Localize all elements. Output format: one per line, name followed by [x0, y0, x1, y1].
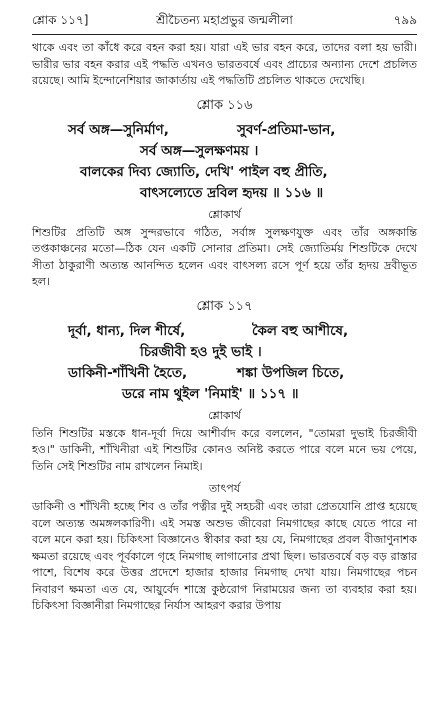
verse-117-text	[32, 321, 417, 405]
verse-116-translation-heading: শ্লোকার্থ	[208, 207, 241, 221]
header-rule	[32, 34, 417, 35]
page-content	[32, 40, 417, 615]
verse-line	[32, 342, 417, 363]
verse-line	[32, 384, 417, 405]
verse-117-line3-left: ডাকিনী-শাঁখিনী হৈতে,	[68, 364, 188, 381]
verse-line	[32, 183, 417, 204]
header-page-number: ৭৯৯	[393, 13, 417, 27]
verse-line	[32, 120, 417, 141]
verse-line	[32, 141, 417, 162]
header-chapter-title: শ্রীচৈতন্য মহাপ্রভুর জন্মলীলা	[156, 13, 293, 27]
verse-116-line1-left: সর্ব অঙ্গ—সুনির্মাণ,	[68, 121, 169, 138]
verse-117-translation-heading: শ্লোকার্থ	[208, 408, 241, 422]
verse-116-line1-right: সুবর্ণ-প্রতিমা-ভান,	[237, 121, 336, 138]
verse-116-line4: বাৎসল্যেতে দ্রবিল হৃদয় ॥ ১১৬ ॥	[140, 184, 324, 201]
verse-line	[32, 321, 417, 342]
verse-line	[32, 162, 417, 183]
verse-116-heading: শ্লোক ১১৬	[196, 97, 253, 113]
verse-116-line2: সর্ব অঙ্গ—সুলক্ষণময় ।	[140, 142, 259, 159]
verse-117-heading: শ্লোক ১১৭	[196, 298, 253, 314]
intro-paragraph: থাকে এবং তা কাঁধে করে বহন করা হয়। যারা এই ভার বহন করে, তাদের বলা হয় ভারী। ভারীর ভার বহন করার এই পদ্ধতি এখনও ভারতবর্ষে এবং প্রাচ্যের অন্যান্য দেশে প্রচলিত রয়েছে। আমি ইন্দোনেশিয়ার জাকার্তায় এই পদ্ধতিটি প্রচলিত থাকতে দেখেছি।	[32, 41, 417, 87]
purport-paragraph: ডাকিনী ও শাঁখিনী হচ্ছে শিব ও তাঁর পত্নীর দুই সহচরী এবং তারা প্রেতযোনি প্রাপ্ত হয়েছে বলে অত্যন্ত অমঙ্গলকারিণী। এই সমস্ত অশুভ জীবেরা নিমগাছের কাছে যেতে পারে না বলে মনে করা হয়। চিকিৎসা বিজ্ঞানেও স্বীকার করা হয় যে, নিমগাছের প্রবল বীজাণুনাশক ক্ষমতা রয়েছে এবং পূর্বকালে গৃহে নিমগাছ লাগানোর প্রথা ছিল। ভারতবর্ষে বড় বড় রাস্তার পাশে, বিশেষ করে উত্তর প্রদেশে হাজার হাজার নিমগাছ দেখা যায়। নিমগাছের পচন নিবারণ ক্ষমতা এত যে, আয়ুর্বেদ শাস্ত্রে কুষ্ঠরোগ নিরাময়ের জন্য তা ব্যবহার করা হয়। চিকিৎসা বিজ্ঞানীরা নিমগাছের নির্যাস আহরণ করার উপায়	[32, 500, 417, 612]
purport-heading: তাৎপর্য	[208, 482, 241, 495]
header-verse-ref: শ্লোক ১১৭]	[32, 13, 89, 27]
verse-116-translation: শিশুটির প্রতিটি অঙ্গ সুন্দরভাবে গঠিত, সর্বাঙ্গ সুলক্ষণযুক্ত এবং তাঁর অঙ্গকান্তি তপ্তকাঞ্চনের মতো—ঠিক যেন একটি সোনার প্রতিমা। সেই জ্যোতির্ময় শিশুটিকে দেখে সীতা ঠাকুরাণী অত্যন্ত আনন্দিত হলেন এবং বাৎসল্য রসে পূর্ণ হয়ে তাঁর হৃদয় দ্রবীভূত হল।	[32, 225, 417, 288]
verse-117-line3-right: শঙ্কা উপজিল চিতে,	[237, 364, 345, 381]
verse-117-line2: চিরজীবী হও দুই ভাই ।	[140, 343, 262, 360]
page-header	[32, 12, 417, 32]
verse-117-translation: তিনি শিশুটির মস্তকে ধান-দূর্বা দিয়ে আশীর্বাদ করে বললেন, "তোমরা দুভাই চিরজীবী হও।" ডাকিনী, শাঁখিনীরা এই শিশুটির কোনও অনিষ্ট করতে পারে বলে মনে ভয় পেয়ে, তিনি সেই শিশুটির নাম রাখলেন নিমাই।	[32, 426, 417, 473]
verse-117-line4: ডরে নাম থুইল 'নিমাই' ॥ ১১৭ ॥	[122, 385, 299, 402]
verse-117-line1-left: দূর্বা, ধান্য, দিল শীর্ষে,	[68, 322, 186, 339]
verse-116-line3: বালকের দিব্য জ্যোতি, দেখি' পাইল বহু প্রীতি,	[80, 163, 328, 180]
verse-117-line1-right: কৈল বহু আশীষে,	[252, 322, 349, 339]
verse-116-text	[32, 120, 417, 204]
verse-line	[32, 363, 417, 384]
